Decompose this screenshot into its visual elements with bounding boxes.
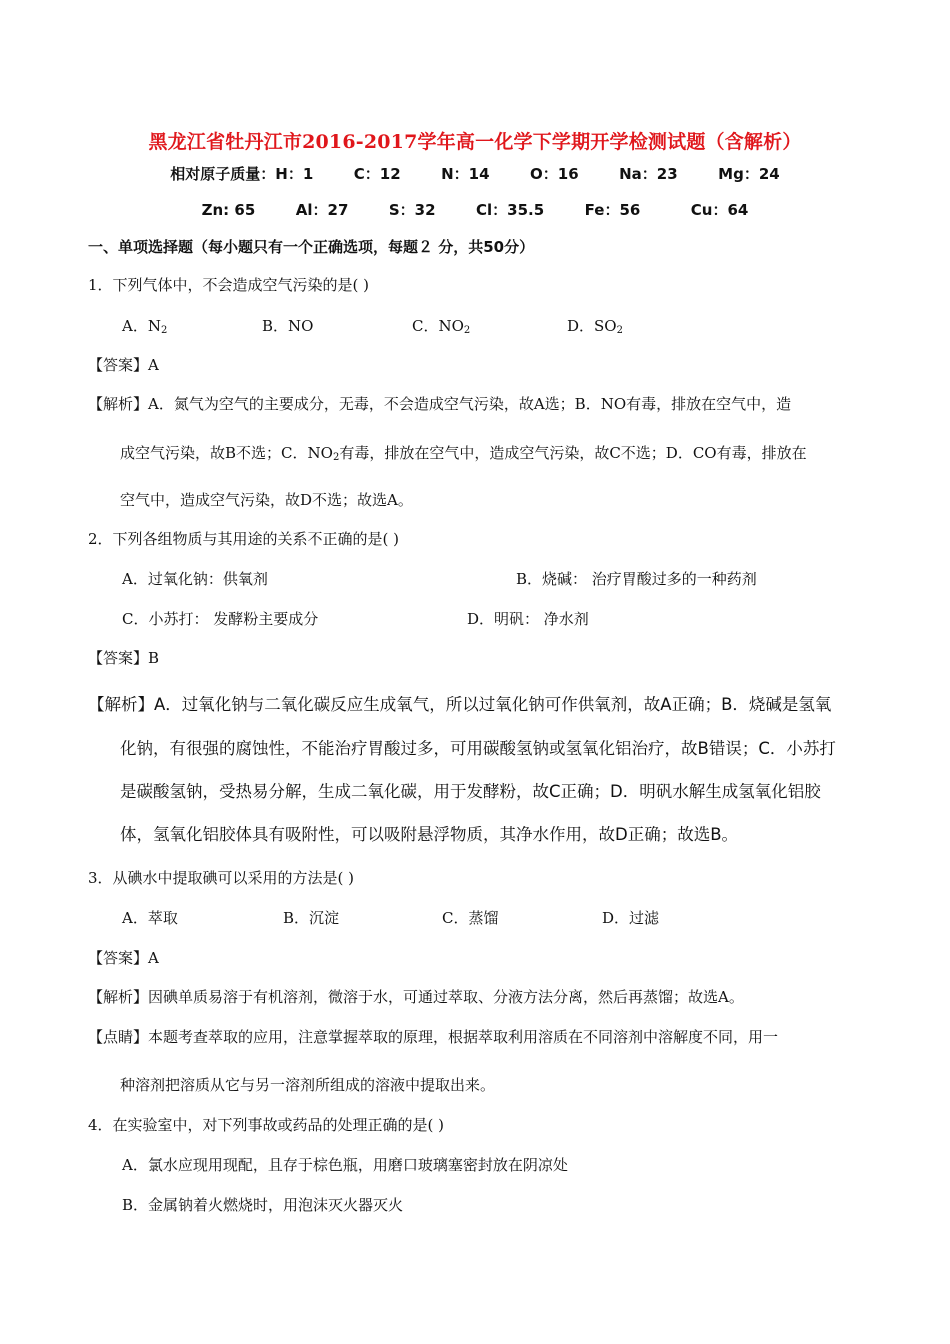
mass-item: Na：23 [619, 165, 678, 183]
q1-explanation-line-1: 【解析】A．氮气为空气的主要成分，无毒，不会造成空气污染，故A选；B．NO有毒，排放在空气中，造 [88, 395, 792, 413]
q3-option-d: D．过滤 [602, 909, 660, 927]
atomic-mass-line-1 [0, 163, 950, 184]
q1-option-b: B．NO [262, 317, 314, 335]
mass-item: O：16 [530, 165, 579, 183]
q1-option-a: A．$N_2$ [122, 317, 168, 336]
q2-option-c: C．小苏打： 发酵粉主要成分 [122, 610, 319, 628]
q3-tip-line-1: 【点睛】本题考查萃取的应用，注意掌握萃取的原理，根据萃取利用溶质在不同溶剂中溶解度不同，用一 [88, 1028, 779, 1046]
q2-explanation-line-1: 【解析】A．过氧化钠与二氧化碳反应生成氧气，所以过氧化钠可作供氧剂，故A正确；B．烧碱是氢氧 [88, 695, 832, 714]
section-heading: 一、单项选择题（每小题只有一个正确选项，每题２ 分，共50分） [88, 238, 535, 256]
mass-item: C：12 [353, 165, 401, 183]
mass-item: Cl：35.5 [476, 201, 545, 219]
document-title: 黑龙江省牡丹江市2016-2017学年高一化学下学期开学检测试题（含解析） [148, 131, 802, 153]
q3-tip-line-2: 种溶剂把溶质从它与另一溶剂所组成的溶液中提取出来。 [120, 1076, 496, 1094]
question-2-stem: 2．下列各组物质与其用途的关系不正确的是( ) [88, 530, 400, 548]
mass-item: Zn: 65 [201, 201, 256, 219]
q1-explanation-line-3: 空气中，造成空气污染，故D不选；故选A。 [120, 491, 413, 509]
q2-explanation-line-4: 体，氢氧化铝胶体具有吸附性，可以吸附悬浮物质，其净水作用，故D正确；故选B。 [120, 825, 739, 844]
mass-item: S：32 [388, 201, 436, 219]
q2-answer: 【答案】B [88, 649, 160, 667]
q3-option-a: A．萃取 [122, 909, 178, 927]
q2-explanation-line-2: 化钠，有很强的腐蚀性，不能治疗胃酸过多，可用碳酸氢钠或氢氧化铝治疗，故B错误；C．小苏打 [120, 739, 836, 758]
q4-option-b: B．金属钠着火燃烧时，用泡沫灭火器灭火 [122, 1196, 404, 1214]
mass-item: 相对原子质量：H：1 [170, 165, 314, 183]
mass-item: Fe：56 [584, 201, 641, 219]
q1-explanation-line-2: 成空气污染，故B不选；C．$NO_2$有毒，排放在空气中，造成空气污染，故C不选；D．CO有毒，排放在 [120, 444, 807, 463]
q2-option-d: D．明矾： 净水剂 [467, 610, 589, 628]
mass-item: Cu：64 [690, 201, 749, 219]
q1-answer: 【答案】A [88, 356, 159, 374]
q1-option-c: C．$NO_2$ [412, 317, 471, 336]
q2-explanation-line-3: 是碳酸氢钠，受热易分解，生成二氧化碳，用于发酵粉，故C正确；D．明矾水解生成氢氧化铝胶 [120, 782, 821, 801]
atomic-mass-line-2 [0, 199, 950, 220]
mass-item: Mg：24 [718, 165, 780, 183]
q3-explanation: 【解析】因碘单质易溶于有机溶剂，微溶于水，可通过萃取、分液方法分离，然后再蒸馏；故选A。 [88, 988, 744, 1006]
question-1-stem: 1．下列气体中，不会造成空气污染的是( ) [88, 276, 370, 294]
q1-option-d: D．$SO_2$ [567, 317, 623, 336]
q3-option-c: C．蒸馏 [442, 909, 499, 927]
question-3-stem: 3．从碘水中提取碘可以采用的方法是( ) [88, 869, 355, 887]
q3-answer: 【答案】A [88, 949, 159, 967]
mass-item: Al：27 [295, 201, 349, 219]
q3-option-b: B．沉淀 [283, 909, 340, 927]
q2-option-b: B．烧碱： 治疗胃酸过多的一种药剂 [516, 570, 757, 588]
mass-item: N：14 [441, 165, 490, 183]
q2-option-a: A．过氧化钠：供氧剂 [122, 570, 268, 588]
q4-option-a: A．氯水应现用现配，且存于棕色瓶，用磨口玻璃塞密封放在阴凉处 [122, 1156, 568, 1174]
question-4-stem: 4．在实验室中，对下列事故或药品的处理正确的是( ) [88, 1116, 445, 1134]
